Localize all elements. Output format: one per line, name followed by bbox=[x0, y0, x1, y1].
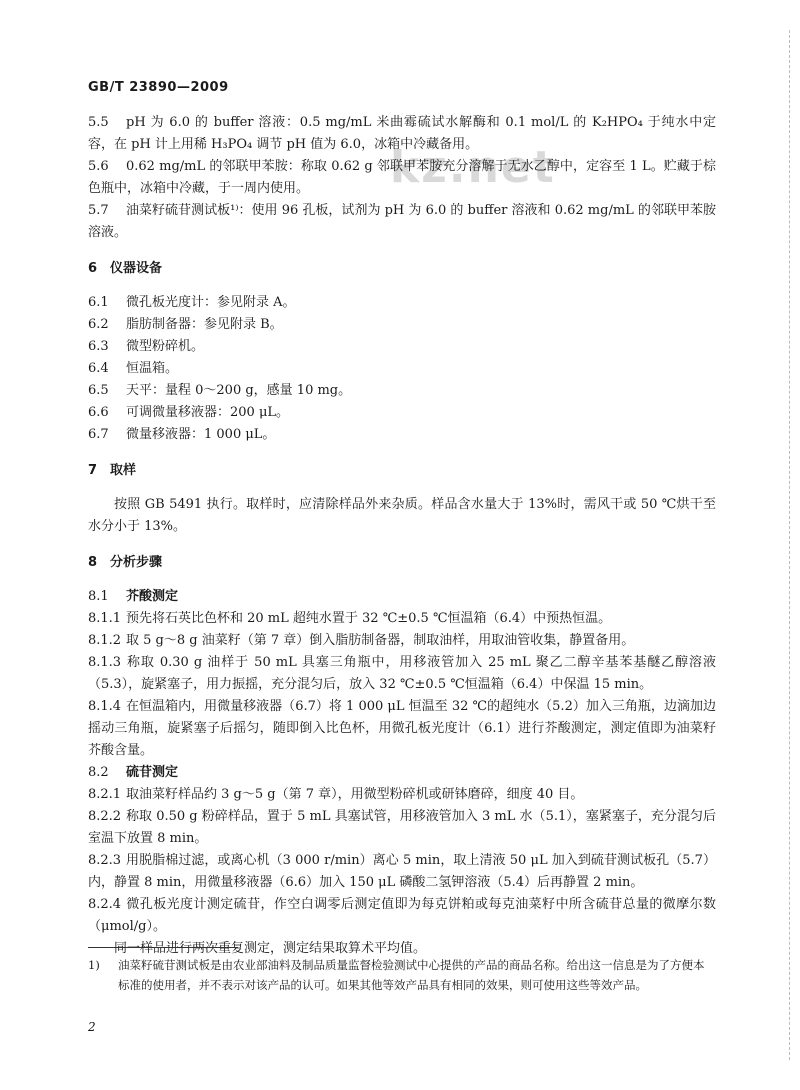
clause-8-2-1: 8.2.1 取油菜籽样品约 3 g～5 g（第 7 章），用微型粉碎机或研钵磨碎，细度 40 目。 bbox=[88, 787, 584, 802]
clause-8-2: 8.2 硫苷测定 bbox=[88, 765, 179, 780]
clause-8-2-2: 8.2.2 称取 0.50 g 粉碎样品，置于 5 mL 具塞试管，用移液管加入 3 mL 水（5.1），塞紧塞子，充分混匀后室温下放置 8 min。 bbox=[88, 809, 716, 846]
clause-8-2-4: 8.2.4 微孔板光度计测定硫苷，作空白调零后测定值即为每克饼粕或每克油菜籽中所含硫苷总量的微摩尔数（μmol/g）。 bbox=[88, 897, 716, 934]
clause-8-1-1: 8.1.1 预先将石英比色杯和 20 mL 超纯水置于 32 ℃±0.5 ℃恒温箱（6.4）中预热恒温。 bbox=[88, 611, 612, 626]
clause-8-1-3: 8.1.3 称取 0.30 g 油样于 50 mL 具塞三角瓶中，用移液管加入 25 mL 聚乙二醇辛基苯基醚乙醇溶液（5.3），旋紧塞子，用力振摇，充分混匀后，放入 32 ℃±0.5 ℃恒温箱（6.4）中保温 15 min。 bbox=[88, 655, 716, 692]
section-8-closing: 同一样品进行两次重复测定，测定结果取算术平均值。 bbox=[114, 941, 427, 956]
clause-8-1-2: 8.1.2 取 5 g～8 g 油菜籽（第 7 章）倒入脂肪制备器，制取油样，用取油管收集，静置备用。 bbox=[88, 633, 635, 648]
clause-6-4: 6.4 恒温箱。 bbox=[88, 361, 179, 376]
section-6-title: 6 仪器设备 bbox=[88, 261, 163, 276]
clause-5-6: 5.6 0.62 mg/mL 的邻联甲苯胺：称取 0.62 g 邻联甲苯胺充分溶解于无水乙醇中，定容至 1 L。贮藏于棕色瓶中，冰箱中冷藏，于一周内使用。 bbox=[88, 159, 716, 196]
footnote bbox=[88, 955, 716, 995]
page-number: 2 bbox=[88, 1020, 96, 1034]
clause-8-2-3: 8.2.3 用脱脂棉过滤，或离心机（3 000 r/min）离心 5 min，取上清液 50 μL 加入到硫苷测试板孔（5.7）内，静置 8 min，用微量移液器（6.6）加入 150 μL 磷酸二氢钾溶液（5.4）后再静置 2 min。 bbox=[88, 853, 716, 890]
clause-6-3: 6.3 微型粉碎机。 bbox=[88, 339, 205, 354]
footnote-text: 油菜籽硫苷测试板是由农业部油料及制品质量监督检验测试中心提供的产品的商品名称。给出这一信息是为了方便本标准的使用者，并不表示对该产品的认可。如果其他等效产品具有相同的效果，则可使用这些等效产品。 bbox=[118, 958, 705, 992]
section-8-title: 8 分析步骤 bbox=[88, 555, 163, 570]
clause-6-2: 6.2 脂肪制备器：参见附录 B。 bbox=[88, 317, 283, 332]
clause-8-1-4: 8.1.4 在恒温箱内，用微量移液器（6.7）将 1 000 μL 恒温至 32 ℃的超纯水（5.2）加入三角瓶，边滴加边摇动三角瓶，旋紧塞子后摇匀，随即倒入比色杯，用微孔板光度计（6.1）进行芥酸测定，测定值即为油菜籽芥酸含量。 bbox=[88, 699, 716, 758]
clause-5-5: 5.5 pH 为 6.0 的 buffer 溶液：0.5 mg/mL 米曲霉硫试水解酶和 0.1 mol/L 的 K₂HPO₄ 于纯水中定容，在 pH 计上用稀 H₃PO₄ 调节 pH 值为 6.0，冰箱中冷藏备用。 bbox=[88, 115, 716, 152]
clause-5-7: 5.7 油菜籽硫苷测试板¹⁾：使用 96 孔板，试剂为 pH 为 6.0 的 buffer 溶液和 0.62 mg/mL 的邻联甲苯胺溶液。 bbox=[88, 203, 716, 240]
watermark: kz.net bbox=[390, 142, 556, 193]
scan-edge-marks bbox=[789, 30, 792, 1060]
section-7-paragraph: 按照 GB 5491 执行。取样时，应清除样品外来杂质。样品含水量大于 13%时，需风干或 50 ℃烘干至水分小于 13%。 bbox=[88, 497, 716, 534]
section-7-title: 7 取样 bbox=[88, 463, 137, 478]
main-content bbox=[88, 112, 716, 960]
clause-6-5: 6.5 天平：量程 0～200 g，感量 10 mg。 bbox=[88, 383, 352, 398]
clause-8-1: 8.1 芥酸测定 bbox=[88, 589, 179, 604]
clause-6-7: 6.7 微量移液器：1 000 μL。 bbox=[88, 427, 276, 442]
footnote-divider bbox=[88, 947, 238, 948]
footnote-mark: 1) bbox=[88, 958, 100, 972]
clause-6-1: 6.1 微孔板光度计：参见附录 A。 bbox=[88, 295, 296, 310]
clause-6-6: 6.6 可调微量移液器：200 μL。 bbox=[88, 405, 290, 420]
standard-number: GB/T 23890—2009 bbox=[88, 80, 229, 95]
